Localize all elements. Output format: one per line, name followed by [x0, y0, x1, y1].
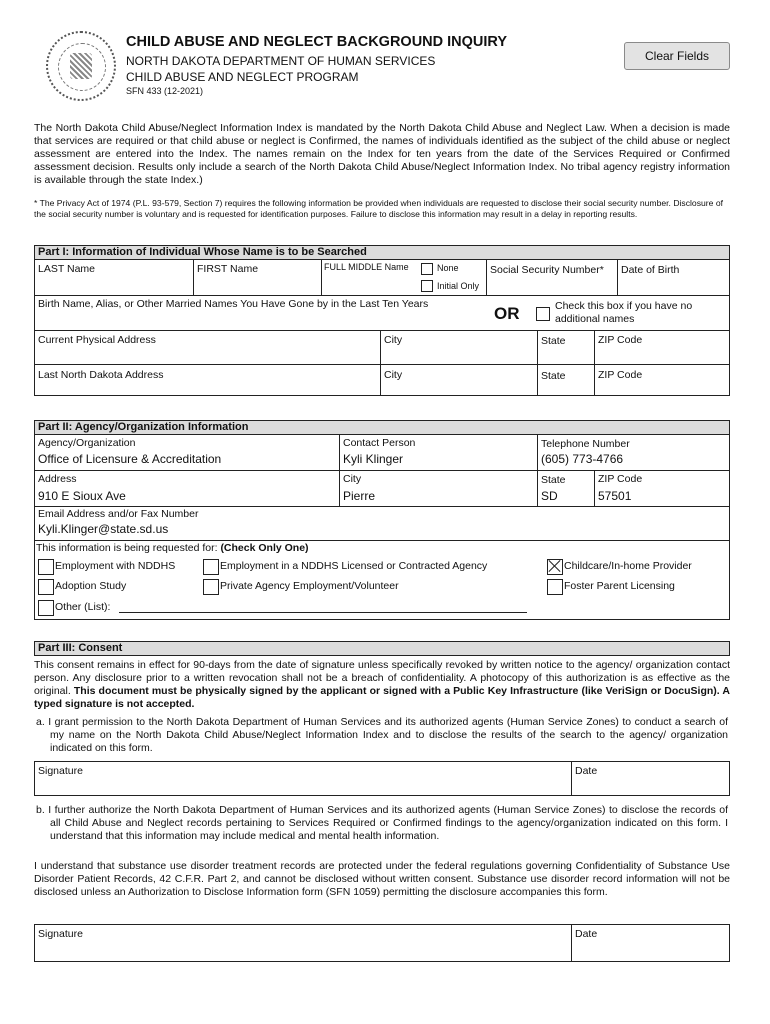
childcare-provider-label: Childcare/In-home Provider — [564, 560, 692, 572]
current-city-label: City — [384, 334, 403, 346]
agency-field[interactable]: Office of Licensure & Accreditation — [38, 452, 222, 466]
middle-name-label: FULL MIDDLE Name — [324, 262, 409, 272]
clear-fields-button[interactable]: Clear Fields — [624, 42, 730, 70]
first-name-label: FIRST Name — [197, 263, 259, 275]
nddhs-employment-label: Employment with NDDHS — [55, 560, 176, 572]
nddhs-employment-checkbox[interactable] — [38, 559, 54, 575]
signature-b-label: Signature — [38, 928, 83, 940]
middle-none-label: None — [437, 263, 459, 273]
address-label: Address — [38, 473, 77, 485]
adoption-study-checkbox[interactable] — [38, 579, 54, 595]
middle-initial-only-label: Initial Only — [437, 281, 480, 291]
zip-field[interactable]: 57501 — [598, 489, 632, 503]
part2-header: Part II: Agency/Organization Information — [34, 420, 730, 435]
dob-label: Date of Birth — [621, 264, 680, 276]
consent-item-b: b. I further authorize the North Dakota Department of Human Services and its authorized agents (Human Service Zones) to disclose the records of all Child Abuse and Neglect records pertaining to Services Required or Confirmed findings to the agency/organization indicated on this form. I understand that this information may include medical and mental health information. — [36, 804, 728, 842]
department-name: NORTH DAKOTA DEPARTMENT OF HUMAN SERVICES — [126, 54, 436, 68]
private-agency-checkbox[interactable] — [203, 579, 219, 595]
privacy-notice: * The Privacy Act of 1974 (P.L. 93-579, Section 7) requires the following information be provided when individuals are requested to disclose their social security number. Disclosure of the social security number is voluntary and is requested for identification purposes. Failure to disclose this information may result in a delay in reporting results. — [34, 198, 723, 219]
other-field[interactable] — [119, 612, 527, 613]
middle-initial-only-checkbox[interactable] — [421, 280, 433, 292]
no-additional-names-checkbox[interactable] — [536, 307, 550, 321]
contact-field[interactable]: Kyli Klinger — [343, 452, 404, 466]
last-nd-zip-label: ZIP Code — [598, 369, 643, 381]
current-address-label: Current Physical Address — [38, 334, 156, 346]
signature-box-b[interactable] — [34, 924, 730, 962]
or-label: OR — [494, 304, 520, 323]
middle-none-checkbox[interactable] — [421, 263, 433, 275]
foster-licensing-checkbox[interactable] — [547, 579, 563, 595]
part3-header: Part III: Consent — [34, 641, 730, 656]
signature-box-a[interactable] — [34, 761, 730, 796]
childcare-provider-checkbox[interactable] — [547, 559, 563, 575]
current-zip-label: ZIP Code — [598, 334, 643, 346]
last-nd-city-label: City — [384, 369, 403, 381]
zip-label: ZIP Code — [598, 473, 643, 485]
state-label: State — [541, 474, 566, 486]
phone-label: Telephone Number — [541, 438, 630, 450]
state-seal — [46, 31, 116, 101]
consent-paragraph: This consent remains in effect for 90-days from the date of signature unless specifically revoked by written notice to the agency/ organization contact person. Any disclosure prior to a written revocation shall not be a breach of confidentiality. A photocopy of this authorization is as effective as the original. This document must be physically signed by the applicant or signed with a Public Key Infrastructure (like VeriSign or DocuSign). A typed signature is not accepted. — [34, 659, 730, 710]
state-field[interactable]: SD — [541, 489, 558, 503]
other-label: Other (List): — [55, 601, 111, 613]
contact-label: Contact Person — [343, 437, 416, 449]
other-checkbox[interactable] — [38, 600, 54, 616]
part1-header: Part I: Information of Individual Whose Name is to be Searched — [34, 245, 730, 260]
last-nd-state-label: State — [541, 370, 566, 382]
date-b-label: Date — [575, 928, 598, 940]
adoption-study-label: Adoption Study — [55, 580, 127, 592]
form-number: SFN 433 (12-2021) — [126, 86, 204, 96]
licensed-agency-label: Employment in a NDDHS Licensed or Contracted Agency — [220, 560, 488, 572]
date-a-label: Date — [575, 765, 598, 777]
email-field[interactable]: Kyli.Klinger@state.sd.us — [38, 522, 169, 536]
requested-for-label: This information is being requested for: (Check Only One) — [36, 542, 309, 554]
form-title: CHILD ABUSE AND NEGLECT BACKGROUND INQUIRY — [126, 34, 508, 50]
phone-field[interactable]: (605) 773-4766 — [541, 452, 624, 466]
licensed-agency-checkbox[interactable] — [203, 559, 219, 575]
no-additional-names-label: Check this box if you have no additional names — [555, 300, 693, 325]
city-label: City — [343, 473, 362, 485]
intro-paragraph: The North Dakota Child Abuse/Neglect Information Index is mandated by the North Dakota Child Abuse and Neglect Law. When a decision is made that services are required or that child abuse or neglect is Confirmed, the names of individuals identified as the subject of the child abuse or neglect assessment are entered into the Index. The names remain on the Index for ten years from the date of the Services Required or Confirmed assessment decision. Results only include a search of the North Dakota Child Abuse/Neglect Information Index. No tribal agency registry information is available through the state Index.) — [34, 122, 730, 186]
address-field[interactable]: 910 E Sioux Ave — [38, 489, 126, 503]
agency-label: Agency/Organization — [38, 437, 136, 449]
city-field[interactable]: Pierre — [343, 489, 376, 503]
program-name: CHILD ABUSE AND NEGLECT PROGRAM — [126, 70, 359, 84]
signature-a-label: Signature — [38, 765, 83, 777]
birth-name-label: Birth Name, Alias, or Other Married Names You Have Gone by in the Last Ten Years — [38, 298, 429, 310]
email-label: Email Address and/or Fax Number — [38, 508, 199, 520]
foster-licensing-label: Foster Parent Licensing — [564, 580, 675, 592]
substance-disclosure: I understand that substance use disorder treatment records are protected under the federal regulations governing Confidentiality of Substance Use Disorder Patient Records, 42 C.F.R. Part 2, and cannot be disclosed without written consent. Substance use disorder record information will not be disclosed unless an Authorization to Disclose Information form (SFN 1059) permitting the disclosure accompanies this form. — [34, 860, 730, 898]
ssn-label: Social Security Number* — [490, 264, 604, 276]
last-name-label: LAST Name — [38, 263, 95, 275]
consent-item-a: a. I grant permission to the North Dakota Department of Human Services and its authorized agents (Human Service Zones) to conduct a search of my name on the North Dakota Child Abuse/Neglect Information Index and to disclose the results of the search to the agency/ organization indicated on this form. — [36, 716, 728, 754]
private-agency-label: Private Agency Employment/Volunteer — [220, 580, 399, 592]
last-nd-address-label: Last North Dakota Address — [38, 369, 164, 381]
current-state-label: State — [541, 335, 566, 347]
